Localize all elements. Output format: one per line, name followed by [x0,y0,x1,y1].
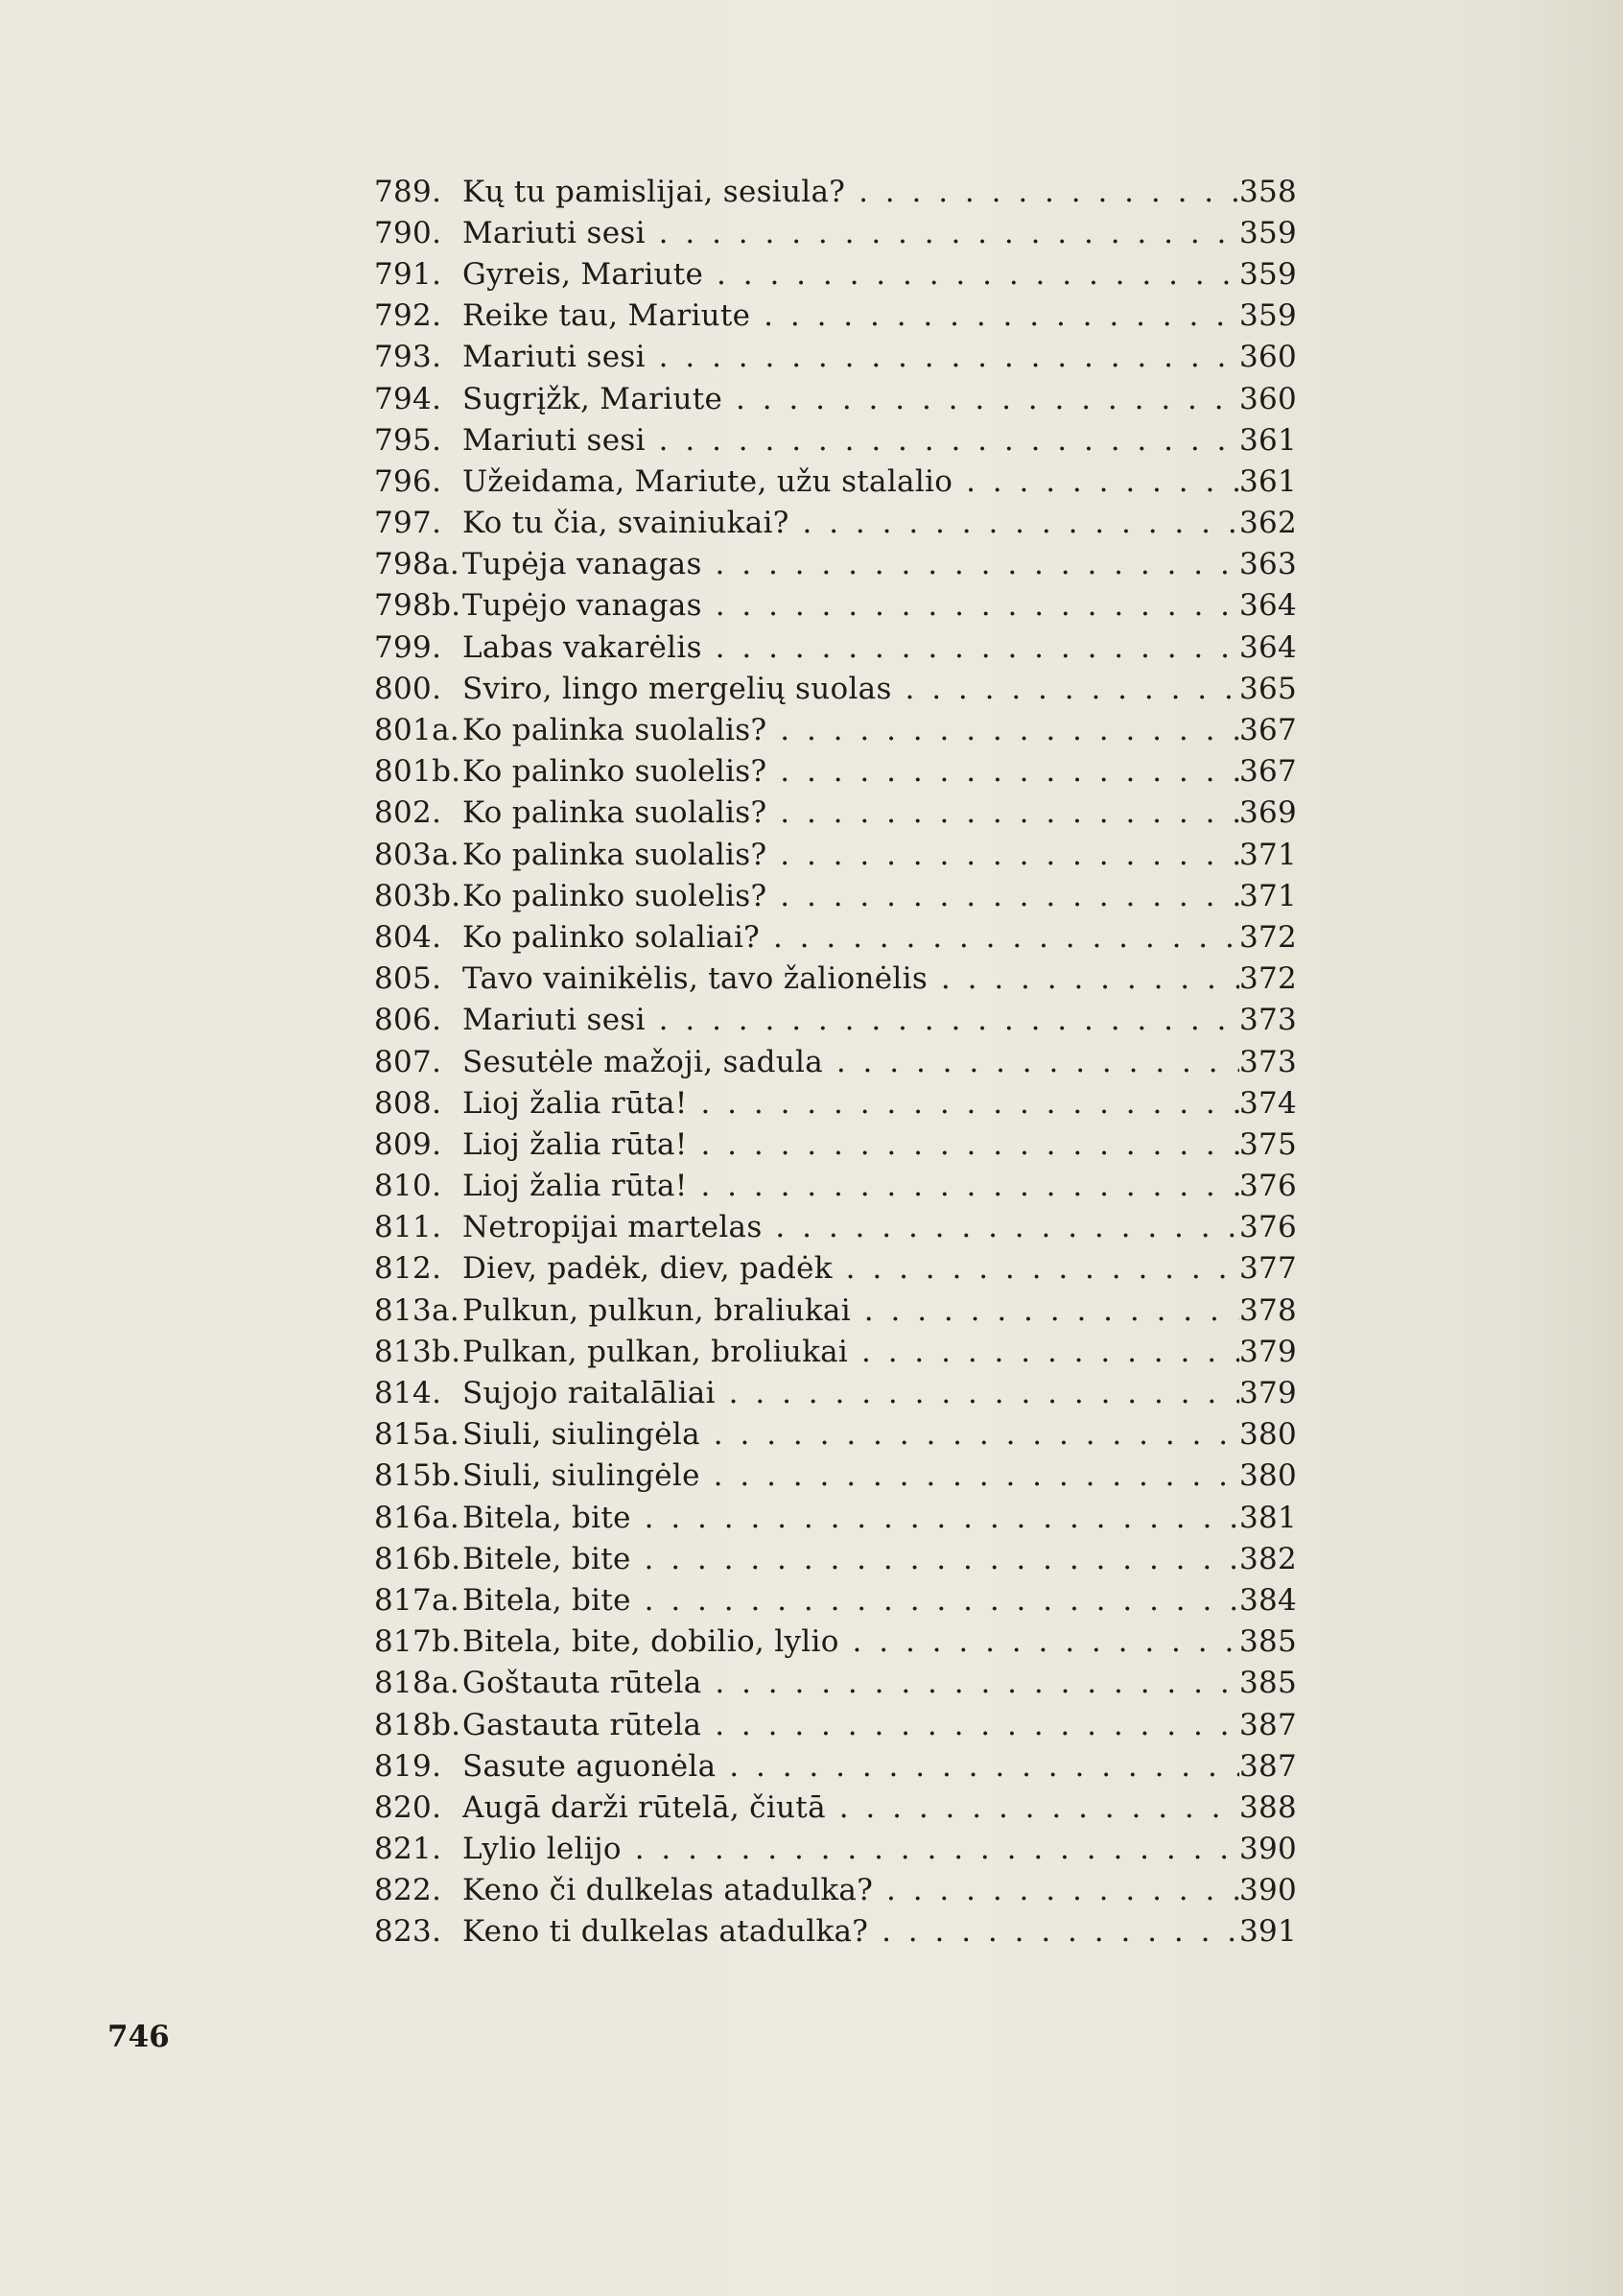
entry-page: 380 [1239,1417,1298,1453]
entry-title: Siuli, siulingėle . . . [462,1458,1239,1493]
toc-entry [374,1082,1298,1124]
entry-page: 365 [1239,671,1298,706]
entry-title: Mariuti sesi . . . [462,1003,1239,1037]
toc-entry [374,171,1298,212]
entry-page: 377 [1239,1251,1298,1287]
entry-number: 816a. [374,1500,460,1535]
entry-number: 812. [374,1251,442,1287]
entry-number: 789. [374,174,442,209]
entry-page: 382 [1239,1541,1298,1576]
toc-entry [374,751,1298,793]
entry-title: Ko palinko suolelis? . . . [462,754,1239,789]
entry-title: Lylio lelijo . . . [462,1832,1239,1866]
entry-number: 801a. [374,713,460,748]
entry-number: 809. [374,1126,442,1162]
entry-number: 790. [374,215,442,250]
entry-page: 361 [1239,422,1298,458]
entry-title: Ko palinka suolalis? . . . [462,713,1239,747]
entry-number: 797. [374,506,442,541]
toc-entry [374,1248,1298,1290]
entry-number: 815a. [374,1417,460,1453]
entry-title: Gastauta rūtela . . . [462,1708,1239,1742]
toc-entry [374,1829,1298,1870]
entry-title: Siuli, siulingėla . . . [462,1417,1239,1452]
entry-page: 388 [1239,1789,1298,1825]
entry-number: 814. [374,1376,442,1411]
toc-entry [374,1497,1298,1538]
toc-entry [374,1787,1298,1828]
toc-entry [374,709,1298,750]
entry-title: Tavo vainikėlis, tavo žalionėlis . . . [462,961,1239,996]
entry-title: Labas vakarėlis . . . [462,630,1239,665]
toc-entry [374,1663,1298,1704]
entry-number: 792. [374,298,442,334]
entry-number: 819. [374,1748,442,1784]
entry-number: 798b. [374,588,461,624]
entry-number: 793. [374,340,442,375]
toc-entry [374,419,1298,461]
toc-entry [374,834,1298,875]
entry-number: 820. [374,1789,442,1825]
entry-title: Ko palinko solaliai? . . . [462,920,1239,955]
entry-page: 360 [1239,340,1298,375]
entry-page: 359 [1239,256,1298,292]
entry-title: Bitele, bite . . . [462,1542,1239,1576]
toc-entry [374,503,1298,544]
entry-title: Keno či dulkelas atadulka? . . . [462,1873,1239,1907]
entry-title: Užeidama, Mariute, užu stalalio . . . [462,464,1239,499]
toc-entry [374,1911,1298,1953]
entry-title: Sujojo raitalāliai . . . [462,1376,1239,1410]
table-of-contents [374,171,1298,1953]
toc-entry [374,1704,1298,1745]
entry-page: 371 [1239,878,1298,913]
entry-title: Gyreis, Mariute . . . [462,257,1239,292]
entry-title: Kų tu pamislijai, sesiula? . . . [462,175,1239,209]
entry-title: Bitela, bite . . . [462,1501,1239,1535]
entry-page: 374 [1239,1085,1298,1121]
entry-number: 803b. [374,878,461,913]
entry-title: Mariuti sesi . . . [462,423,1239,458]
entry-page: 373 [1239,1003,1298,1038]
entry-page: 358 [1239,174,1298,209]
entry-number: 821. [374,1832,442,1867]
toc-entry [374,461,1298,502]
entry-number: 808. [374,1085,442,1121]
entry-title: Reike tau, Mariute . . . [462,298,1239,333]
entry-number: 794. [374,381,442,416]
toc-entry [374,1745,1298,1787]
entry-page: 380 [1239,1458,1298,1494]
entry-title: Ko palinka suolalis? . . . [462,795,1239,830]
toc-entry [374,253,1298,295]
entry-title: Bitela, bite, dobilio, lylio . . . [462,1624,1239,1659]
entry-number: 802. [374,795,442,831]
entry-title: Ko tu čia, svainiukai? . . . [462,506,1239,540]
toc-entry [374,668,1298,709]
entry-title: Pulkun, pulkun, braliukai . . . [462,1293,1239,1328]
entry-page: 376 [1239,1210,1298,1245]
entry-title: Mariuti sesi . . . [462,340,1239,374]
toc-entry [374,916,1298,958]
entry-number: 822. [374,1873,442,1908]
entry-number: 815b. [374,1458,461,1494]
entry-page: 361 [1239,463,1298,499]
entry-page: 364 [1239,588,1298,624]
entry-page: 385 [1239,1624,1298,1660]
toc-entry [374,212,1298,253]
entry-page: 363 [1239,547,1298,582]
entry-number: 818a. [374,1666,460,1701]
entry-title: Bitela, bite . . . [462,1583,1239,1618]
entry-number: 800. [374,671,442,706]
entry-page: 367 [1239,713,1298,748]
entry-page: 391 [1239,1914,1298,1950]
toc-entry [374,793,1298,834]
toc-entry [374,585,1298,627]
entry-page: 384 [1239,1582,1298,1618]
entry-number: 811. [374,1210,442,1245]
entry-page: 385 [1239,1666,1298,1701]
entry-page: 378 [1239,1292,1298,1328]
toc-entry [374,1870,1298,1911]
toc-entry [374,296,1298,337]
entry-number: 804. [374,919,442,955]
entry-number: 816b. [374,1541,461,1576]
entry-page: 362 [1239,506,1298,541]
entry-page: 359 [1239,215,1298,250]
entry-title: Keno ti dulkelas atadulka? . . . [462,1914,1239,1949]
entry-title: Tupėja vanagas . . . [462,547,1239,581]
toc-entry [374,1000,1298,1041]
entry-number: 813a. [374,1292,460,1328]
toc-entry [374,1579,1298,1621]
entry-page: 379 [1239,1334,1298,1369]
entry-title: Sasute aguonėla . . . [462,1749,1239,1784]
toc-entry [374,627,1298,668]
entry-page: 372 [1239,919,1298,955]
toc-entry [374,875,1298,916]
toc-entry [374,1207,1298,1248]
entry-page: 360 [1239,381,1298,416]
page-number: 746 [107,2020,170,2054]
entry-page: 390 [1239,1832,1298,1867]
entry-title: Diev, padėk, diev, padėk . . . [462,1251,1239,1286]
entry-page: 364 [1239,629,1298,665]
toc-entry [374,1290,1298,1331]
entry-title: Ko palinka suolalis? . . . [462,838,1239,872]
entry-number: 796. [374,463,442,499]
entry-page: 371 [1239,837,1298,872]
entry-number: 823. [374,1914,442,1950]
entry-title: Ko palinko suolelis? . . . [462,879,1239,913]
entry-number: 813b. [374,1334,461,1369]
entry-page: 372 [1239,961,1298,997]
toc-entry [374,1621,1298,1663]
entry-page: 387 [1239,1707,1298,1742]
entry-page: 375 [1239,1126,1298,1162]
toc-entry [374,959,1298,1000]
entry-page: 373 [1239,1044,1298,1079]
entry-number: 805. [374,961,442,997]
entry-page: 367 [1239,754,1298,790]
entry-title: Netropijai martelas . . . [462,1210,1239,1244]
toc-entry [374,544,1298,585]
entry-title: Sugrįžk, Mariute . . . [462,382,1239,416]
entry-title: Mariuti sesi . . . [462,216,1239,250]
toc-entry [374,378,1298,419]
toc-entry [374,1414,1298,1456]
entry-number: 801b. [374,754,461,790]
toc-entry [374,1372,1298,1413]
entry-number: 818b. [374,1707,461,1742]
entry-page: 359 [1239,298,1298,334]
entry-title: Lioj žalia rūta! . . . [462,1086,1239,1121]
entry-title: Sviro, lingo mergelių suolas . . . [462,672,1239,706]
entry-page: 369 [1239,795,1298,831]
entry-page: 390 [1239,1873,1298,1908]
toc-entry [374,337,1298,378]
entry-page: 387 [1239,1748,1298,1784]
entry-title: Sesutėle mažoji, sadula . . . [462,1045,1239,1079]
entry-number: 803a. [374,837,460,872]
toc-entry [374,1166,1298,1207]
entry-page: 381 [1239,1500,1298,1535]
entry-number: 799. [374,629,442,665]
entry-title: Tupėjo vanagas . . . [462,588,1239,623]
toc-entry [374,1456,1298,1497]
entry-title: Lioj žalia rūta! . . . [462,1127,1239,1162]
entry-number: 810. [374,1169,442,1204]
entry-number: 795. [374,422,442,458]
entry-title: Goštauta rūtela . . . [462,1666,1239,1700]
entry-number: 807. [374,1044,442,1079]
entry-title: Pulkan, pulkan, broliukai . . . [462,1335,1239,1369]
entry-title: Lioj žalia rūta! . . . [462,1169,1239,1203]
toc-entry [374,1538,1298,1579]
entry-number: 817a. [374,1582,460,1618]
entry-number: 791. [374,256,442,292]
entry-number: 817b. [374,1624,461,1660]
entry-title: Augā darži rūtelā, čiutā . . . [462,1790,1239,1825]
entry-page: 379 [1239,1376,1298,1411]
toc-entry [374,1124,1298,1165]
toc-entry [374,1331,1298,1372]
entry-number: 806. [374,1003,442,1038]
entry-number: 798a. [374,547,460,582]
entry-page: 376 [1239,1169,1298,1204]
toc-entry [374,1041,1298,1082]
